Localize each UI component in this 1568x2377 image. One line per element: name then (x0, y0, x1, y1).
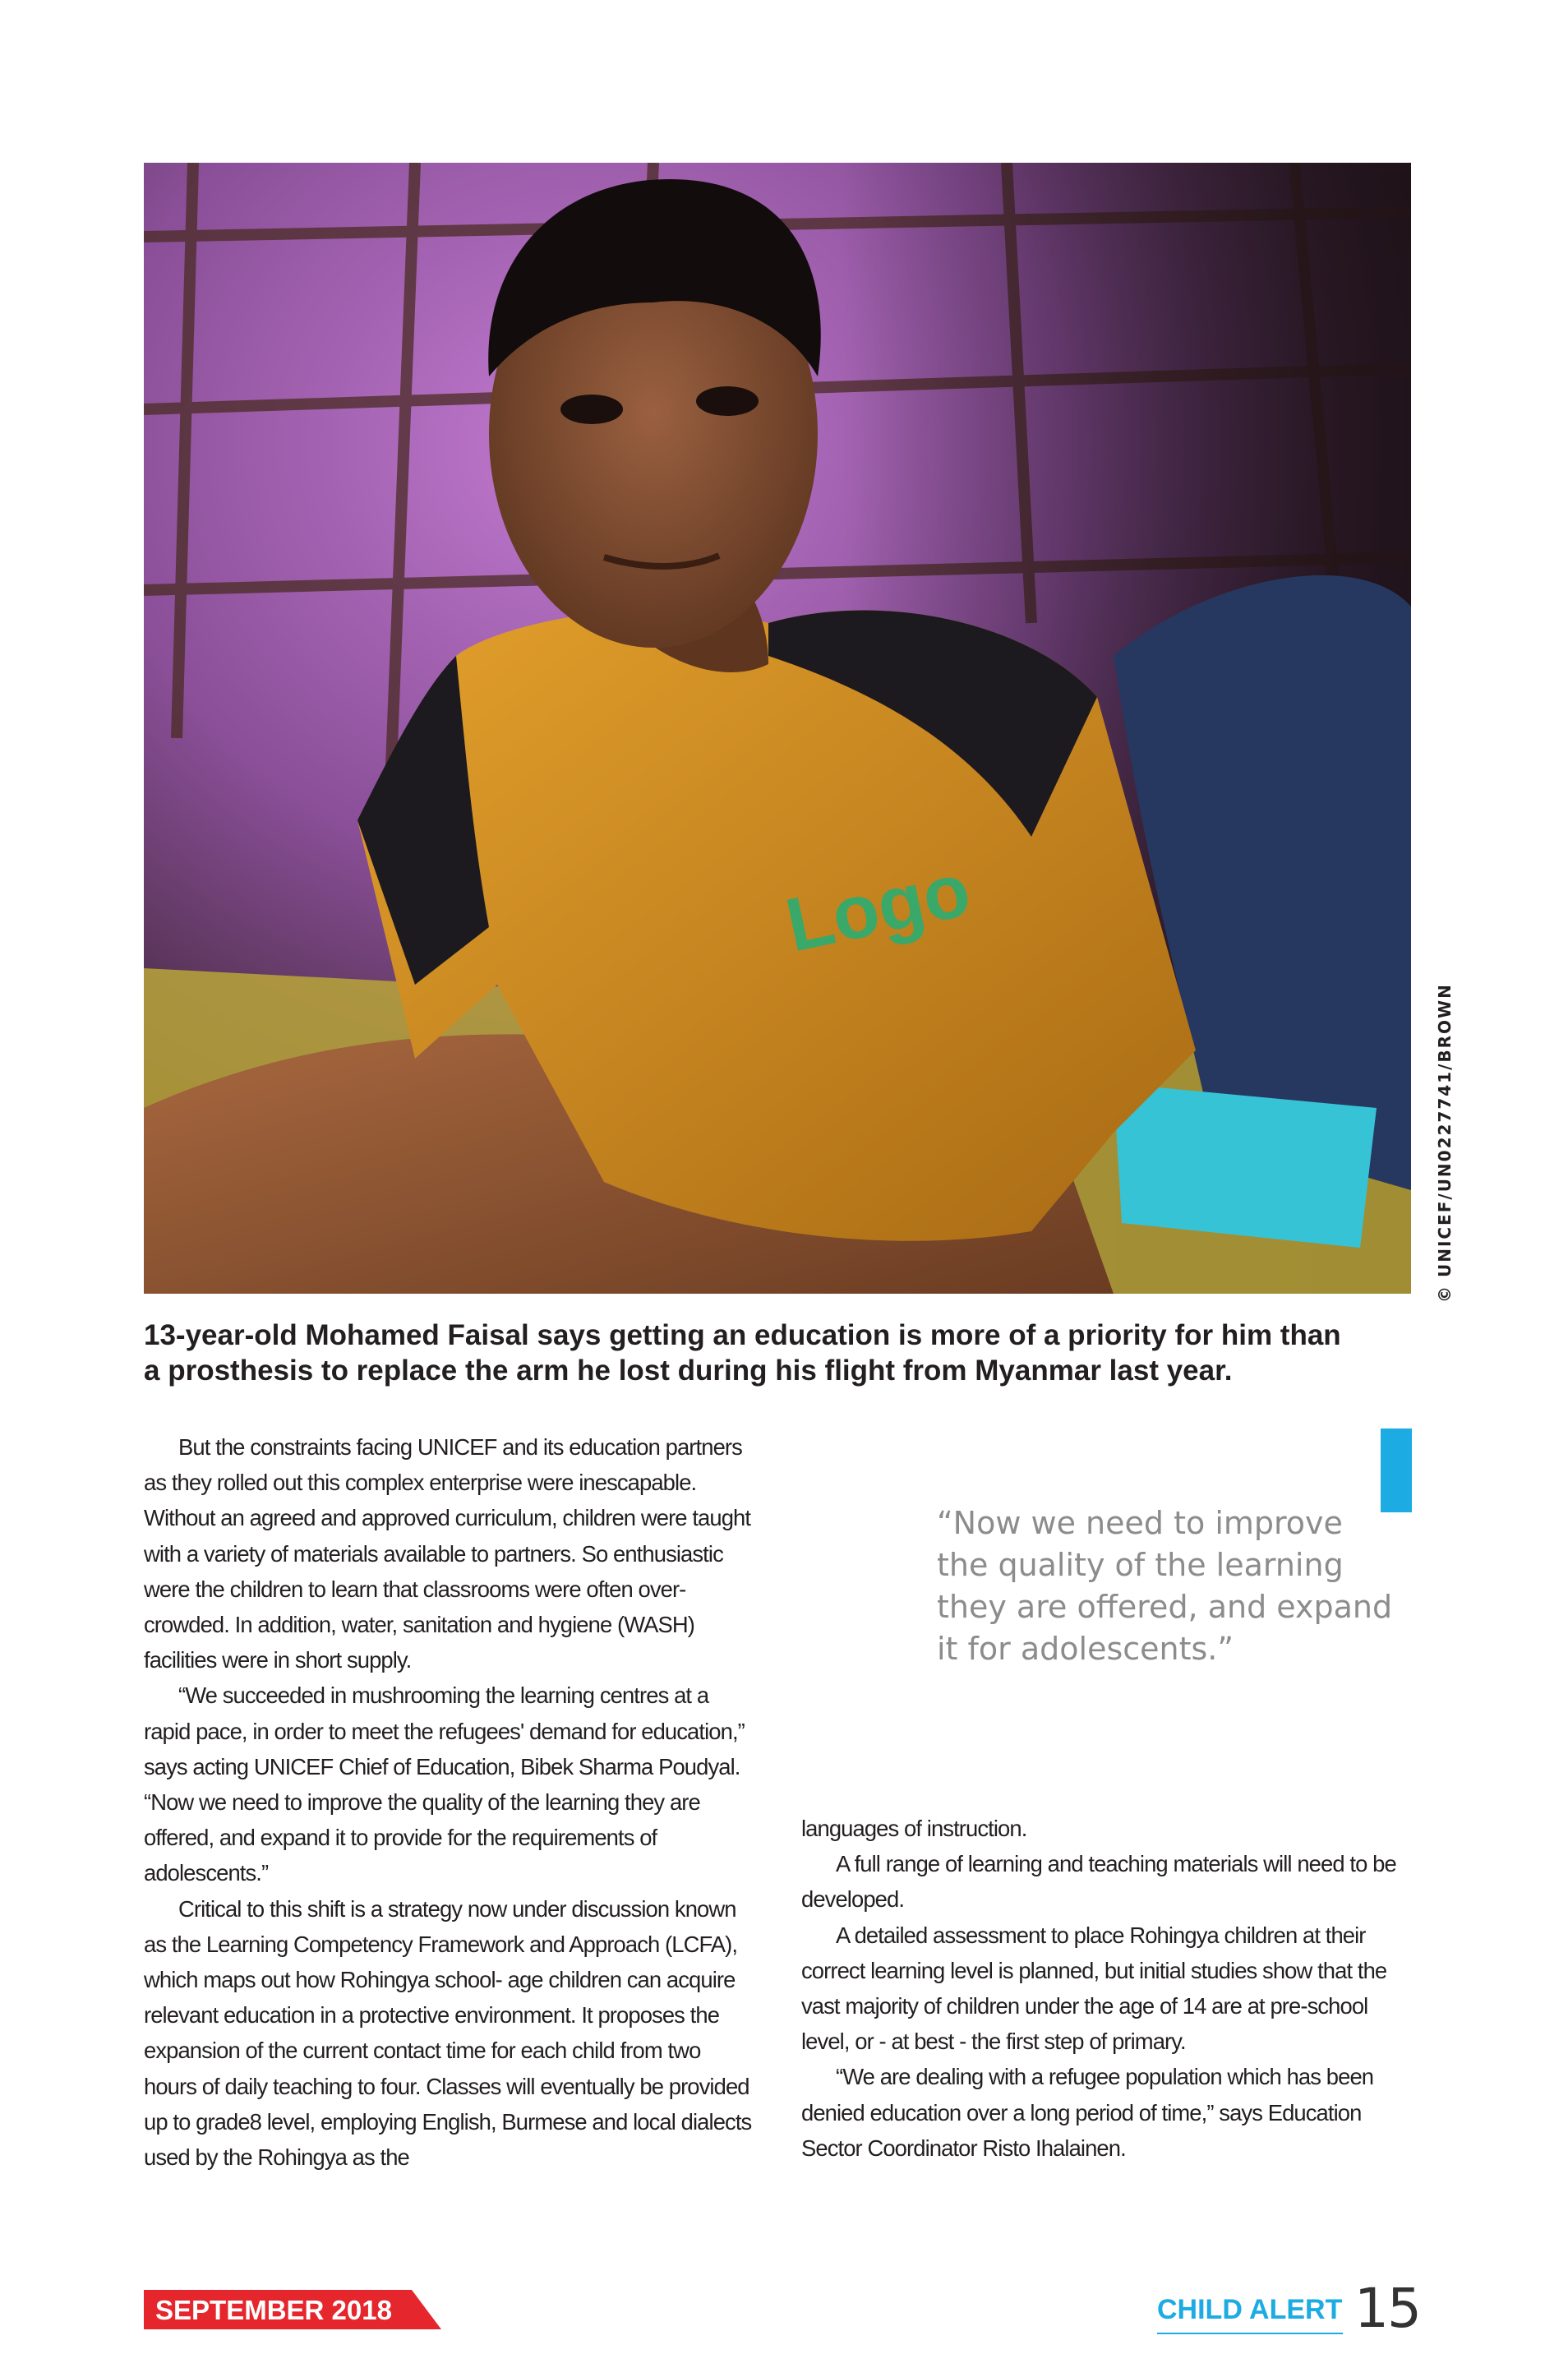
right-eye (696, 386, 759, 416)
pull-quote-accent-bar (1381, 1429, 1412, 1512)
body-paragraph: But the constraints facing UNICEF and its education partners as they rolled out this complex enterprise were inescapable. Without an agreed and approved curriculum, children were taught with a variety of materials available to partners. So enthusiastic were the children to learn that classrooms were often over-crowded. In addition, water, sanitation and hygiene (WASH) facilities were in short supply. (144, 1434, 751, 1673)
publication-underline (1157, 2333, 1343, 2334)
body-paragraph: A detailed assessment to place Rohingya children at their correct learning level is planned, but initial studies show that the vast majority of children under the age of 14 are at pre-school level, or - at best - the first step of primary. (801, 1922, 1387, 2055)
photo-credit: © UNICEF/UN0227741/BROWN (1435, 983, 1455, 1303)
publication-name: CHILD ALERT (1157, 2294, 1343, 2325)
shirt-logo-text: Logo (778, 847, 978, 968)
body-paragraph-continuation: languages of instruction. (801, 1816, 1027, 1841)
body-paragraph: “We are dealing with a refugee population which has been denied education over a long period of time,” says Education Sector Coordinator Risto Ihalainen. (801, 2064, 1374, 2161)
right-column (801, 1811, 1414, 2166)
photo-caption: 13-year-old Mohamed Faisal says getting an education is more of a priority for him than a prosthesis to replace the arm he lost during his flight from Myanmar last year. (144, 1319, 1341, 1387)
page-number: 15 (1354, 2277, 1420, 2340)
pull-quote: “Now we need to improve the quality of the learning they are offered, and expand it for adolescents.” (937, 1505, 1393, 1667)
issue-date-badge (144, 2290, 441, 2329)
left-eye (560, 395, 623, 424)
feature-photo (144, 163, 1411, 1294)
issue-date: SEPTEMBER 2018 (155, 2295, 392, 2325)
photo-illustration (144, 163, 1411, 1294)
left-column (144, 1429, 756, 2175)
body-paragraph: “We succeeded in mushrooming the learning centres at a rapid pace, in order to meet the refugees' demand for education,” says acting UNICEF Chief of Education, Bibek Sharma Poudyal. “Now we need to improve the quality of the learning they are offered, and expand it to provide for the requirements of adolescents.” (144, 1682, 745, 1886)
body-paragraph: A full range of learning and teaching materials will need to be developed. (801, 1851, 1396, 1913)
shorts (1114, 1083, 1377, 1248)
body-paragraph: Critical to this shift is a strategy now under discussion known as the Learning Competency Framework and Approach (LCFA), which maps out how Rohingya school- age children can acquire relevant education in a protective environment. It proposes the expansion of the current contact time for each child from two hours of daily teaching to four. Classes will eventually be provided up to grade8 level, employing English, Burmese and local dialects used by the Rohingya as the (144, 1895, 752, 2171)
